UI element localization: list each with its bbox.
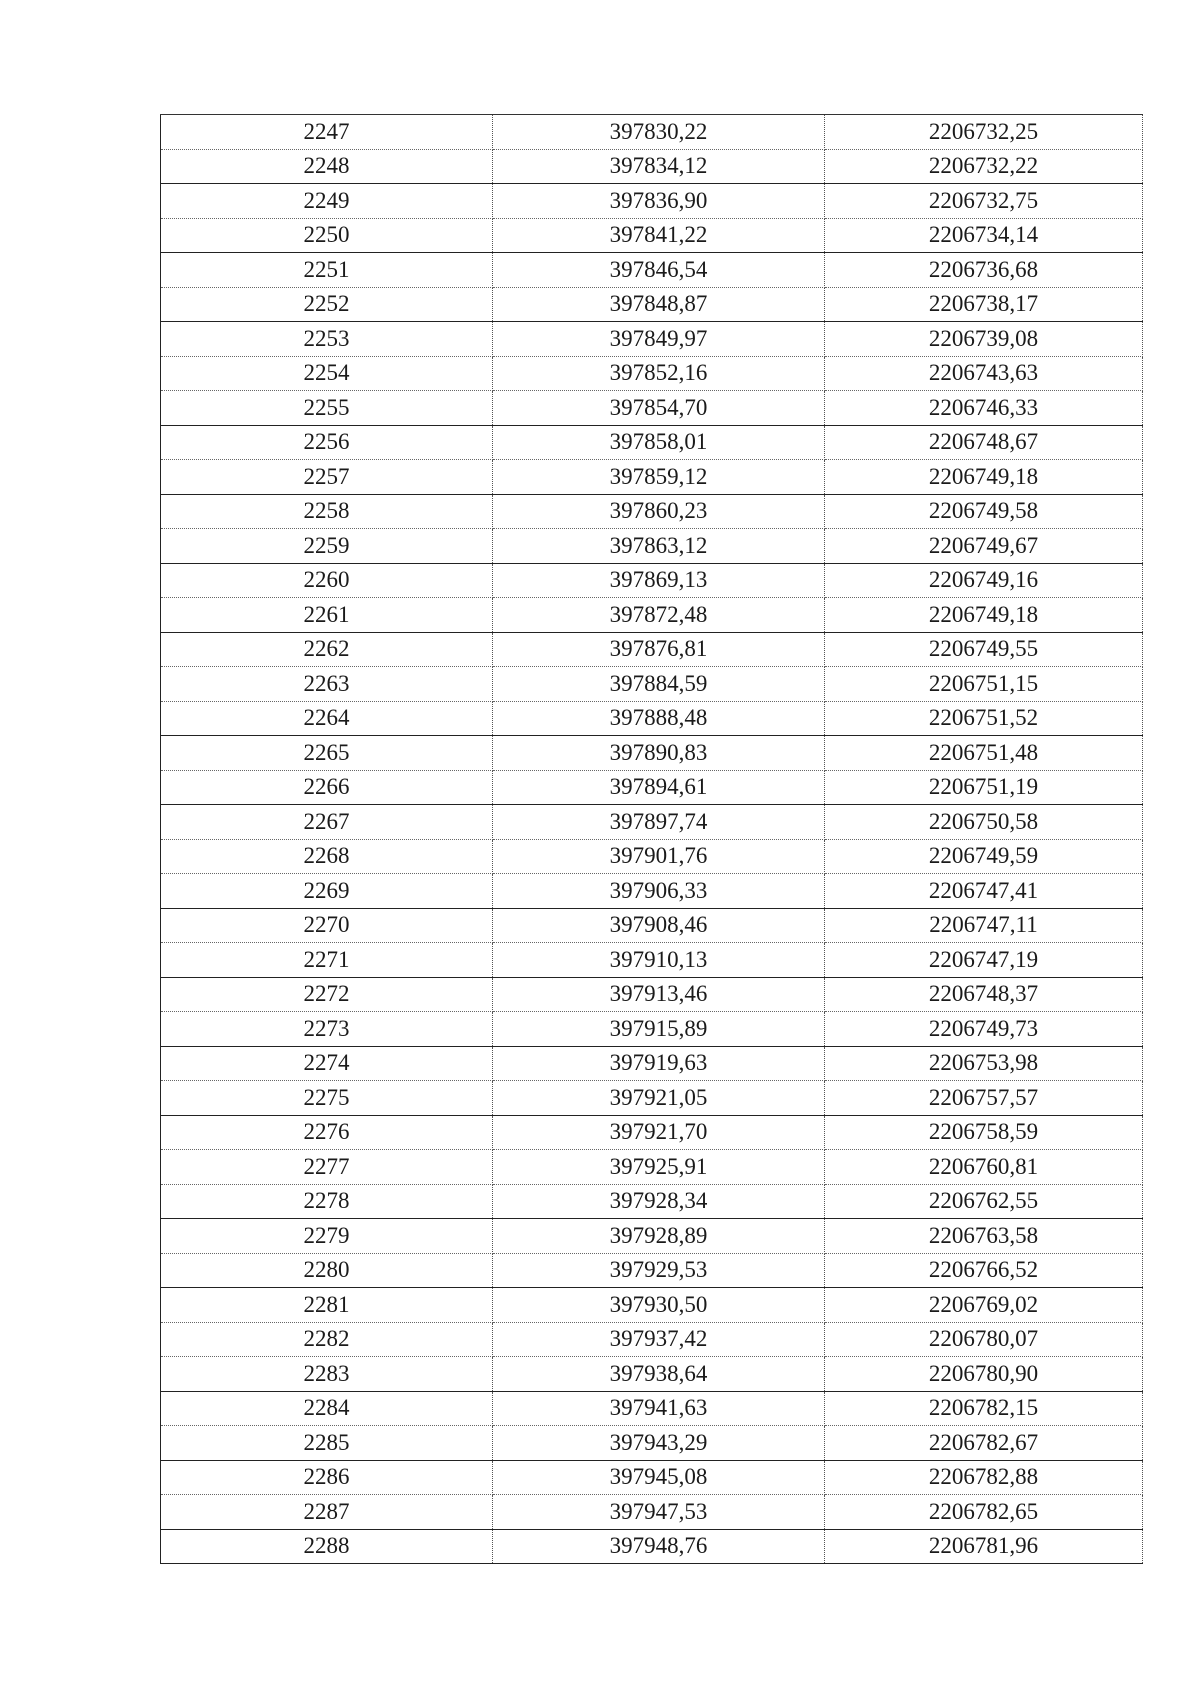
y-coordinate-cell: 2206763,58 [825,1219,1143,1254]
y-coordinate-cell: 2206743,63 [825,356,1143,391]
point-number-cell: 2265 [161,736,493,771]
point-number-cell: 2248 [161,149,493,184]
point-number-cell: 2283 [161,1357,493,1392]
y-coordinate-cell: 2206751,15 [825,667,1143,702]
x-coordinate-cell: 397910,13 [493,943,825,978]
y-coordinate-cell: 2206766,52 [825,1253,1143,1288]
table-row [161,1012,1143,1047]
x-coordinate-cell: 397929,53 [493,1253,825,1288]
point-number-cell: 2279 [161,1219,493,1254]
table-row [161,149,1143,184]
table-row [161,701,1143,736]
point-number-cell: 2257 [161,460,493,495]
y-coordinate-cell: 2206782,67 [825,1426,1143,1461]
y-coordinate-cell: 2206739,08 [825,322,1143,357]
y-coordinate-cell: 2206782,65 [825,1495,1143,1530]
x-coordinate-cell: 397852,16 [493,356,825,391]
y-coordinate-cell: 2206749,18 [825,460,1143,495]
x-coordinate-cell: 397915,89 [493,1012,825,1047]
table-row [161,805,1143,840]
y-coordinate-cell: 2206746,33 [825,391,1143,426]
y-coordinate-cell: 2206762,55 [825,1184,1143,1219]
y-coordinate-cell: 2206749,18 [825,598,1143,633]
table-row [161,1391,1143,1426]
y-coordinate-cell: 2206749,73 [825,1012,1143,1047]
x-coordinate-cell: 397897,74 [493,805,825,840]
x-coordinate-cell: 397888,48 [493,701,825,736]
x-coordinate-cell: 397890,83 [493,736,825,771]
x-coordinate-cell: 397948,76 [493,1529,825,1564]
table-row [161,184,1143,219]
table-row [161,943,1143,978]
table-row [161,529,1143,564]
point-number-cell: 2256 [161,425,493,460]
point-number-cell: 2261 [161,598,493,633]
x-coordinate-cell: 397836,90 [493,184,825,219]
y-coordinate-cell: 2206760,81 [825,1150,1143,1185]
x-coordinate-cell: 397901,76 [493,839,825,874]
point-number-cell: 2252 [161,287,493,322]
y-coordinate-cell: 2206749,67 [825,529,1143,564]
y-coordinate-cell: 2206753,98 [825,1046,1143,1081]
point-number-cell: 2260 [161,563,493,598]
point-number-cell: 2269 [161,874,493,909]
y-coordinate-cell: 2206782,88 [825,1460,1143,1495]
x-coordinate-cell: 397938,64 [493,1357,825,1392]
x-coordinate-cell: 397930,50 [493,1288,825,1323]
table-row [161,839,1143,874]
table-row [161,1288,1143,1323]
x-coordinate-cell: 397906,33 [493,874,825,909]
y-coordinate-cell: 2206758,59 [825,1115,1143,1150]
table-row [161,1219,1143,1254]
x-coordinate-cell: 397941,63 [493,1391,825,1426]
y-coordinate-cell: 2206748,67 [825,425,1143,460]
point-number-cell: 2250 [161,218,493,253]
y-coordinate-cell: 2206757,57 [825,1081,1143,1116]
table-row [161,770,1143,805]
y-coordinate-cell: 2206780,07 [825,1322,1143,1357]
coordinates-table [160,114,1143,1564]
point-number-cell: 2262 [161,632,493,667]
point-number-cell: 2255 [161,391,493,426]
point-number-cell: 2258 [161,494,493,529]
table-row [161,1426,1143,1461]
y-coordinate-cell: 2206780,90 [825,1357,1143,1392]
x-coordinate-cell: 397921,05 [493,1081,825,1116]
x-coordinate-cell: 397860,23 [493,494,825,529]
y-coordinate-cell: 2206751,19 [825,770,1143,805]
table-row [161,1184,1143,1219]
point-number-cell: 2277 [161,1150,493,1185]
table-row [161,1495,1143,1530]
point-number-cell: 2247 [161,115,493,150]
table-row [161,1081,1143,1116]
y-coordinate-cell: 2206749,58 [825,494,1143,529]
table-row [161,494,1143,529]
point-number-cell: 2254 [161,356,493,391]
table-row [161,1150,1143,1185]
y-coordinate-cell: 2206751,52 [825,701,1143,736]
y-coordinate-cell: 2206738,17 [825,287,1143,322]
y-coordinate-cell: 2206750,58 [825,805,1143,840]
point-number-cell: 2268 [161,839,493,874]
y-coordinate-cell: 2206747,41 [825,874,1143,909]
table-row [161,736,1143,771]
x-coordinate-cell: 397859,12 [493,460,825,495]
x-coordinate-cell: 397894,61 [493,770,825,805]
table-row [161,598,1143,633]
table-row [161,1115,1143,1150]
x-coordinate-cell: 397928,89 [493,1219,825,1254]
table-row [161,977,1143,1012]
point-number-cell: 2270 [161,908,493,943]
y-coordinate-cell: 2206732,22 [825,149,1143,184]
table-row [161,460,1143,495]
table-row [161,253,1143,288]
point-number-cell: 2273 [161,1012,493,1047]
table-row [161,391,1143,426]
point-number-cell: 2274 [161,1046,493,1081]
y-coordinate-cell: 2206732,25 [825,115,1143,150]
table-row [161,322,1143,357]
x-coordinate-cell: 397841,22 [493,218,825,253]
point-number-cell: 2285 [161,1426,493,1461]
point-number-cell: 2280 [161,1253,493,1288]
y-coordinate-cell: 2206781,96 [825,1529,1143,1564]
table-row [161,115,1143,150]
x-coordinate-cell: 397937,42 [493,1322,825,1357]
x-coordinate-cell: 397943,29 [493,1426,825,1461]
table-row [161,1460,1143,1495]
y-coordinate-cell: 2206747,19 [825,943,1143,978]
point-number-cell: 2284 [161,1391,493,1426]
x-coordinate-cell: 397848,87 [493,287,825,322]
x-coordinate-cell: 397945,08 [493,1460,825,1495]
x-coordinate-cell: 397858,01 [493,425,825,460]
point-number-cell: 2272 [161,977,493,1012]
x-coordinate-cell: 397908,46 [493,908,825,943]
table-row [161,1357,1143,1392]
y-coordinate-cell: 2206734,14 [825,218,1143,253]
point-number-cell: 2266 [161,770,493,805]
y-coordinate-cell: 2206748,37 [825,977,1143,1012]
table-row [161,632,1143,667]
x-coordinate-cell: 397863,12 [493,529,825,564]
y-coordinate-cell: 2206732,75 [825,184,1143,219]
y-coordinate-cell: 2206751,48 [825,736,1143,771]
y-coordinate-cell: 2206782,15 [825,1391,1143,1426]
y-coordinate-cell: 2206736,68 [825,253,1143,288]
table-row [161,667,1143,702]
point-number-cell: 2276 [161,1115,493,1150]
x-coordinate-cell: 397884,59 [493,667,825,702]
x-coordinate-cell: 397872,48 [493,598,825,633]
x-coordinate-cell: 397925,91 [493,1150,825,1185]
x-coordinate-cell: 397876,81 [493,632,825,667]
table-row [161,218,1143,253]
y-coordinate-cell: 2206749,59 [825,839,1143,874]
point-number-cell: 2259 [161,529,493,564]
point-number-cell: 2249 [161,184,493,219]
coordinates-table-body [161,115,1143,1564]
point-number-cell: 2282 [161,1322,493,1357]
point-number-cell: 2287 [161,1495,493,1530]
point-number-cell: 2271 [161,943,493,978]
point-number-cell: 2267 [161,805,493,840]
point-number-cell: 2264 [161,701,493,736]
x-coordinate-cell: 397846,54 [493,253,825,288]
point-number-cell: 2251 [161,253,493,288]
point-number-cell: 2253 [161,322,493,357]
point-number-cell: 2281 [161,1288,493,1323]
point-number-cell: 2288 [161,1529,493,1564]
x-coordinate-cell: 397921,70 [493,1115,825,1150]
x-coordinate-cell: 397869,13 [493,563,825,598]
point-number-cell: 2278 [161,1184,493,1219]
y-coordinate-cell: 2206769,02 [825,1288,1143,1323]
table-row [161,1529,1143,1564]
table-row [161,563,1143,598]
y-coordinate-cell: 2206749,16 [825,563,1143,598]
table-row [161,356,1143,391]
x-coordinate-cell: 397830,22 [493,115,825,150]
point-number-cell: 2263 [161,667,493,702]
table-row [161,908,1143,943]
point-number-cell: 2286 [161,1460,493,1495]
x-coordinate-cell: 397947,53 [493,1495,825,1530]
table-row [161,1322,1143,1357]
x-coordinate-cell: 397834,12 [493,149,825,184]
table-row [161,287,1143,322]
x-coordinate-cell: 397913,46 [493,977,825,1012]
y-coordinate-cell: 2206749,55 [825,632,1143,667]
x-coordinate-cell: 397854,70 [493,391,825,426]
table-row [161,1046,1143,1081]
x-coordinate-cell: 397849,97 [493,322,825,357]
x-coordinate-cell: 397919,63 [493,1046,825,1081]
table-row [161,425,1143,460]
table-row [161,874,1143,909]
y-coordinate-cell: 2206747,11 [825,908,1143,943]
table-row [161,1253,1143,1288]
x-coordinate-cell: 397928,34 [493,1184,825,1219]
point-number-cell: 2275 [161,1081,493,1116]
